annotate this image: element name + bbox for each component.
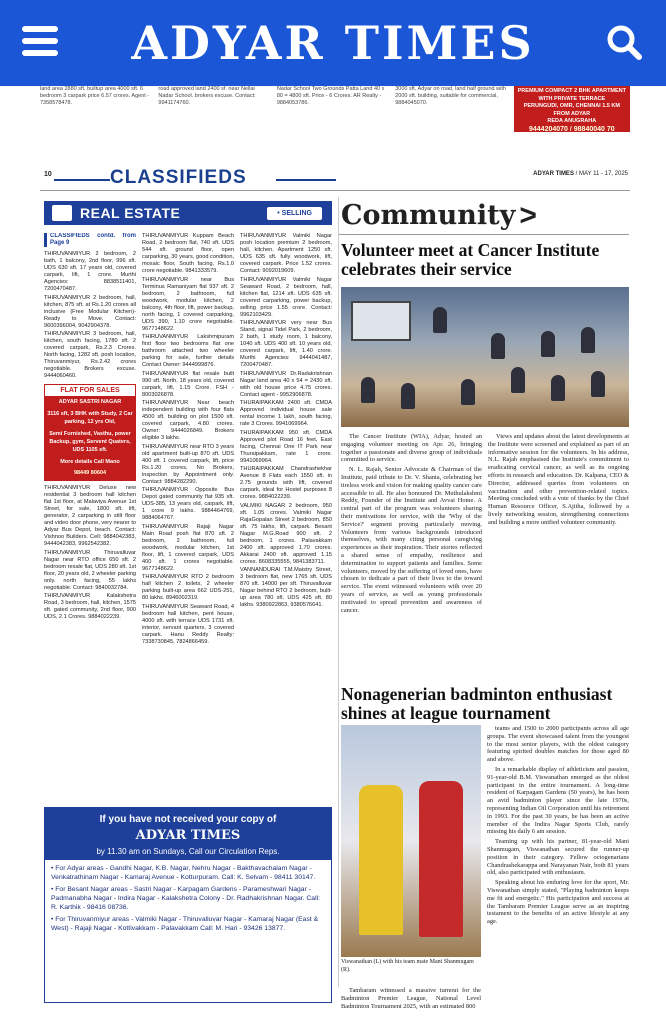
volunteer-meet-photo[interactable] <box>341 287 629 427</box>
classified-ad: THIRUVANMIYUR Rajaji Nagar Main Road posh flat 870 sft. 2 bedroom, 2 bathroom, full woodwork, modular kitchen, 1st floor, lift, 1 covered carpark, UDS 400 sft. 1 crores negotiable. 9677148622. <box>142 523 234 572</box>
circulation-line: If you have not received your copy of <box>99 814 277 825</box>
classified-ad: THURAIPAKKAM 2400 sft. CMDA Approved individual house sale rental income 1 lakh, south facing, rate 3 Crores. 9941069964. <box>240 400 332 427</box>
audience-figure <box>541 331 555 357</box>
classifieds-column <box>44 197 332 987</box>
search-icon[interactable] <box>604 22 644 62</box>
strip-item: 3000 sft. Adyar on road, land half ground with 2000 sft. building, suitable for commercial, 9884045070. <box>395 86 506 106</box>
classified-ad: THIRUVANMIYUR very near Bus Stand, signal Tidel Park, 2 bedroom, 2 bath, 1 study room, 1 balcony, 1040 sft. UDS 400 sft. 10 years old, covered carpark, lift, 1.40 crore. Murthi Agencies: 9444041487, 7200470487. <box>240 320 332 368</box>
flat-ad-features: Semi Furnished, Vasthu, power Backup, gym, Servent Quaters, UDS 1105 sft. <box>45 428 135 456</box>
circulation-line: by 11.30 am on Sundays, Call our Circulation Reps. <box>96 847 280 856</box>
flat-ad-phone: 98449 80604 <box>45 468 135 480</box>
building-icon <box>52 205 72 221</box>
issue-date: / MAY 11 - 17, 2025 <box>575 171 628 177</box>
speaker-figure <box>433 307 447 333</box>
audience-figure <box>401 383 415 409</box>
classified-ad: THIRUVANMIYUR flat resale built 990 sft. North, 18 years old, covered carpark, lift, 1.15 Crore. FSH - 8003026878. <box>142 370 234 398</box>
circulation-area: • For Besant Nagar areas - Sastri Nagar - Karpagam Gardens - Parameshwari Nagar - Padmanabha Nagar - Indira Nagar - Kalakshetra Colony - Dr. Radhakrishnan Nagar. Call: R. Karthik - 98416 08736. <box>51 886 320 911</box>
contd-label: CLASSIFIEDS contd. from Page 9 <box>44 233 136 247</box>
article-paragraph: teams and 1500 to 2000 participants across all age groups. The event showcased talent from the youngest to the most senior players, with the oldest category featuring spirited doubles matches for those aged 80 and above. <box>487 725 629 764</box>
classified-ad: THIRUVANMIYUR Thiruvalluvar Nagar near RTO office 650 sft. 2 bedroom resale flat, UDS 280 sft. 1st floor, 20 years old, 2 wheeler parking only. north facing, 55 lakhs negotiable. Contact: 9840032784. <box>44 549 136 591</box>
issue-name: ADYAR TIMES <box>533 171 574 177</box>
section-title: CLASSIFIEDS <box>110 167 247 188</box>
real-estate-title: REAL ESTATE <box>80 205 181 221</box>
audience-figure <box>511 367 525 393</box>
classified-ad: THIRUVANMIYUR Valmiki Nagar Seaward Road, 2 bedroom, hall, kitchen flat, 1214 sft. UDS 635 sft. covered carparking, power backup, selling price 1.55 crore. Contact: 9962103429. <box>240 276 332 318</box>
article-paragraph: Teaming up with his partner, 81-year-old Mani Shanmugam, Viswanathan secured the runner-up position in their category. Fellow octogenarians Chandrashekarappa and Narayanan Nair, both 81 years old, also participated with enthusiasm. <box>487 838 629 877</box>
page-number: 10 <box>44 171 52 178</box>
classified-ad: THURAIPAKKAM Chandrashekhar Avenue 8 Flats each 1550 sft. in 2.75 grounds with lift, covered carpark, ideal for Hostel purposes 8 crores. 9884022239. <box>240 466 332 500</box>
classified-ad: THIRUVANMIYUR Kalakshetra Road, 3 bedroom, hall, kitchen, 1575 sft. gated community, 2nd floor, 900 UDS, 2.1 Crores. 9884022239. <box>44 593 136 620</box>
top-promo-ad <box>514 86 630 132</box>
flat-ad-contact: More details Call Mano <box>45 456 135 468</box>
circulation-areas <box>45 860 331 940</box>
issue-label <box>533 171 628 177</box>
flat-ad-details: 3116 sft, 3 BHK with Study, 2 Car parking, 12 yrs Old, <box>45 408 135 428</box>
article-paragraph: In a remarkable display of athleticism and passion, 91-year-old B.M. Viswanathan emerged as the oldest participant in the entire tournament. A long-time resident of Karpagam Gardens (50 years), he has been an avid badminton player since the late 1970s, representing Indian Oil Corporation until his retirement in 1993. For the past 30 years, he has been an active member of the Indira Nagar Sports Club, rarely missing his daily 6 am session. <box>487 765 629 836</box>
classified-ad: THIRUVANMIYUR Valmiki Nagar posh location premium 2 bedroom, hall, kitchen. Apartment 1250 sft. UDS 635 sft. fully woodwork, lift, covered carpark. Price 1.52 crores. Contact: 9092019609. <box>240 233 332 274</box>
article-paragraph: The Cancer Institute (WIA), Adyar, hosted an engaging volunteer meeting on Apr. 26, bringing together a passionate and diverse group of individuals committed to service. <box>341 433 482 464</box>
classified-ad: THIRUVANMIYUR 2 bedroom, hall, kitchen, 875 sft. at Rs.1.20 crores all inclusive (Free Modular Kitchen)-Ready to Move. Contact: 9600396004, 9042904378. <box>44 294 136 329</box>
projector-screen <box>351 301 411 341</box>
photo-caption: Viswanathan (L) with his team mate Mani Shanmugam (R). <box>341 959 474 973</box>
article-paragraph: Tambaram witnessed a massive turnout for the Badminton Premier League, National Level Badminton Tournament 2025, with an estimated 800 <box>341 987 481 1010</box>
article-paragraph: N. L. Rajah, Senior Advocate & Chairman of the Institute, paid tribute to Dr. V. Shanta, celebrating her tireless work and vision for making quality cancer care accessible to all. He also honoured Dr. Muthulakshmi Reddy, Founder of the Institute and Avvai Home. A central part of the program was volunteers sharing their motivations for service, with the 'Why of the Service?' segment proving particularly moving. Volunteers from various backgrounds introduced themselves, with many citing personal caregiving experiences as their inspiration. Their stories reflected a shared sense of empathy, resilience and determination to support patients and families. Some volunteers, moved by the suffering of loved ones, have chosen to dedicate a part of their lives to the toward service. The event witnessed volunteers with over 20 years of service, as well as young professionals motivated to spread prevention and awareness of cancer. <box>341 466 482 614</box>
classified-ad: THIRUVANMIYUR RTO 2 bedroom hall kitchen 2 toilets, 2 wheeler parking built-up area 662 UDS-251, 80 lakhs. 8946002319. <box>142 574 234 601</box>
audience-figure <box>361 377 375 403</box>
ad-name: REDA ANUGRAHA <box>547 118 597 124</box>
audience-figure <box>491 333 505 359</box>
audience-figure <box>551 375 565 401</box>
classified-ad: THIRUVANMIYUR Kuppam Beach Road, 2 bedroom flat, 740 sft. UDS 544 sft. ground floor, open carparking, 30 years, good condition, mosaic floor, South facing, Rs.1.0 crore negotiable. 9841333579. <box>142 233 234 274</box>
community-title: Community <box>341 200 516 231</box>
circulation-header <box>45 808 331 860</box>
ad-line: PERUNGUDI, OMR, CHENNAI 1.5 KM FROM ADYAR <box>523 103 620 117</box>
ad-phone: 9444204070 / 98840040 70 <box>529 125 615 132</box>
ad-column-1 <box>44 233 136 798</box>
strip-item: Nadar School Two Grounds Patta Land 40 x 80 = 4800 sft. Price - 6 Crores. AR Realty - 9884053786. <box>276 86 385 106</box>
article-paragraph: Views and updates about the latest developments at the Institute were screened and explained as part of an informative session for the volunteers. In his address, N.L. Rajah emphasised the Institute's commitment to eradicating cervical cancer, as well as its ongoing efforts in research and education. Dr. Kalpana, CEO & Director, addressed queries from volunteers on vaccination and other prevention-related topics. Meeting concluded with a vote of thanks by the Chief Human Resource Officer, S.Ajitha, followed by a lively networking session, strengthening connections and building a more unified volunteer community. <box>488 433 629 526</box>
flat-ad-heading: FLAT FOR SALES <box>45 385 135 396</box>
classified-ad: THIRUVANMIYUR Lakshmipuram first floor two bedrooms flat one bathroom attached two wheeler parking for sale, further details Contact Owner: 9444999876. <box>142 334 234 368</box>
divider <box>54 179 110 181</box>
newspaper-page <box>40 165 630 1010</box>
article-paragraph: Speaking about his enduring love for the sport, Mr. Viswanathan simply stated, "Playing badminton keeps me fit and energetic." His participation and success at the Tambaram Premier League serve as an inspiring testament to the benefits of an active lifestyle at any age. <box>487 879 629 926</box>
article-body <box>487 725 629 928</box>
circulation-brand: ADYAR TIMES <box>135 828 241 843</box>
ad-column-3 <box>240 233 332 798</box>
ad-columns <box>44 233 332 798</box>
player-figure <box>359 785 403 935</box>
classified-ad: VANNANDURAI T.M.Maistry Street, 3 bedroom flat, new 1765 sft. UDS 870 sft. 14000 per sft. Thiruvalluvar Nagar behind RTO 2 bedroom, built-up area 780 sft. UDS 425 sft. 80 lakhs. 9380922863, 9380576641. <box>240 567 332 608</box>
selling-tag: • SELLING <box>267 207 322 220</box>
page-header <box>40 165 630 191</box>
classified-ad: THIRUVANMIYUR near RTO 3 years old apartment built-up 870 sft. UDS 400 sft. 1 covered carpark, lift, price Rs.1.20 crores, No Brokers, inspection by Appointment only. Contact: 9884282290. <box>142 443 234 485</box>
real-estate-banner <box>44 201 332 225</box>
article-text-column <box>488 433 629 688</box>
ad-line: PREMIUM COMPACT 2 BHK APARTMENT WITH PRIVATE TERRACE <box>517 88 627 102</box>
badminton-photo[interactable] <box>341 725 481 957</box>
audience-figure <box>591 371 605 397</box>
audience-figure <box>461 379 475 405</box>
chevron-right-icon: > <box>519 198 537 232</box>
flat-ad-location: ADYAR SASTRI NAGAR <box>45 396 135 408</box>
classified-ad: THIRUVANMIYUR Seaward Road, 4 bedroom hall kitchen, pent house, 4000 sft. with terrace UDS 1731 sft. interior, servant quarters, 3 covered carpark. Hanu Reddy Realty: 7338730845, 7824866459. <box>142 603 234 645</box>
article-body <box>341 433 629 688</box>
classified-ad: THIRUVANMIYUR Deluxe new residential 3 bedroom hall kitchen flat 1st floor, at Malaviya Avenue 1st Street, for sale, 1800 sft. lift, generator, 2 carparking in stilt floor and video door phone, very nearer to Adyar Bus Depot, beach. Contact: Vishnoo Builders. Cell: 9884042383, 9444042383, 9962542382. <box>44 485 136 547</box>
classified-ad: VALMIKI NAGAR 2 bedroom, 950 sft. 1.05 crores. Valmiki Nagar RajaGopalan Street 2 bedroom, 850 sft. 75 lakhs, lift, carpark. Besant Nagar M.G.Road 900 sft. 2 bedroom, 1 crores. Palavakkam 2400 sft. approved 1.70 crores. Akkarai 2400 sft. approved 1.15 crores. 8608335555, 9841383711. <box>240 502 332 565</box>
article-text-column <box>341 433 482 688</box>
circulation-area: • For Adyar areas - Gandhi Nagar, K.B. Nagar, Nehru Nagar - Bakthavachalam Nagar - Venkatrathinam Nagar - Kamaraj Avenue - Kotturpuram. Call: K. Selvam - 98411 30147. <box>51 865 316 881</box>
flat-sale-ad <box>44 384 136 481</box>
ad-column-2 <box>142 233 234 798</box>
article-headline[interactable]: Volunteer meet at Cancer Institute celebrates their service <box>341 240 600 279</box>
circulation-area: • For Thiruvanmiyur areas - Valmiki Nagar - Thiruvalluvar Nagar - Kamaraj Nagar (East & West) - Rajaji Nagar - Kottivakkam - Palavakkam Call: M. Hari - 93426 13877. <box>51 916 319 932</box>
community-header <box>339 197 629 235</box>
top-bar <box>0 0 666 86</box>
masthead-title[interactable]: ADYAR TIMES <box>131 16 535 70</box>
player-figure <box>419 781 463 937</box>
classified-ad: THIRUVANMIYUR Near beach independent building with four flats 4500 sft. building on plot 1500 sft. covered carpark, 4.80 crores. Owner: 9444026849. Brokers eligible 3 lakhs. <box>142 400 234 441</box>
strip-item: land area 2880 sft. builtup area 4000 sft. 6 bedroom 3 carpark price 6.57 crores. Agent - 7358578478. <box>40 86 150 106</box>
classified-ad: THIRUVANMIYUR Dr.Radakrishnan Nagar land area 40 x 54 = 2430 sft. with old house price 4.75 crores. Contact agent - 9952906878. <box>240 370 332 398</box>
article-body <box>341 987 481 1012</box>
circulation-box <box>44 807 332 1003</box>
classified-ad: THURAIPAKKAM 950 sft. CMDA Approved plot Road 16 feet, East facing, Chennai One IT Park near Thuraipakkam, rate 1 crore. 9941069964. <box>240 429 332 464</box>
classified-ad: THIRUVANMIYUR 3 bedroom, hall, kitchen, south facing, 1780 sft. 2 covered carpark, Rs.2.3 Crores. North facing, 1282 sft. posh location, Thiruvanmiyur, Rs.2.42 crores negotiable. Brokers excuse. 9444060460. <box>44 331 136 379</box>
menu-icon[interactable] <box>22 26 58 56</box>
community-column <box>338 197 630 1010</box>
classified-ad: THIRUVANMIYUR near Bus Terminus Ramaniyam flat 937 sft. 2 bedroom, 2 bathroom, full woodwork, modular kitchen, 2 balcony, 4th floor, lift, power backup, north facing, 1 covered carparking, UDS 390, 1.10 crore negotiable. 9677148622. <box>142 276 234 332</box>
classified-ad: THIRUVANMIYUR 2 bedroom, 2 bath, 1 balcony, 2nd floor, 996 sft. UDS 630 sft. 17 years old, covered carpark, lift, 1 crore. Murthi Agencies: 8838511401, 7200470487. <box>44 251 136 292</box>
divider <box>276 179 336 181</box>
strip-item: road approved land 2400 sf. near Nellai Nadar School. brokers excuse. Contact: 9941174760. <box>158 86 256 106</box>
article-headline[interactable]: Nonagenerian badminton enthusiast shines at league tournament <box>341 684 613 723</box>
classified-ad: THIRUVANMIYUR Opposite Bus Depot gated community flat 935 sft. UDS-385, 13 years old, carpark, lift, 1 crore 9 lakhs. 9884464769, 9884064767. <box>142 487 234 521</box>
audience-figure <box>581 327 595 353</box>
top-classified-strip <box>40 86 630 132</box>
